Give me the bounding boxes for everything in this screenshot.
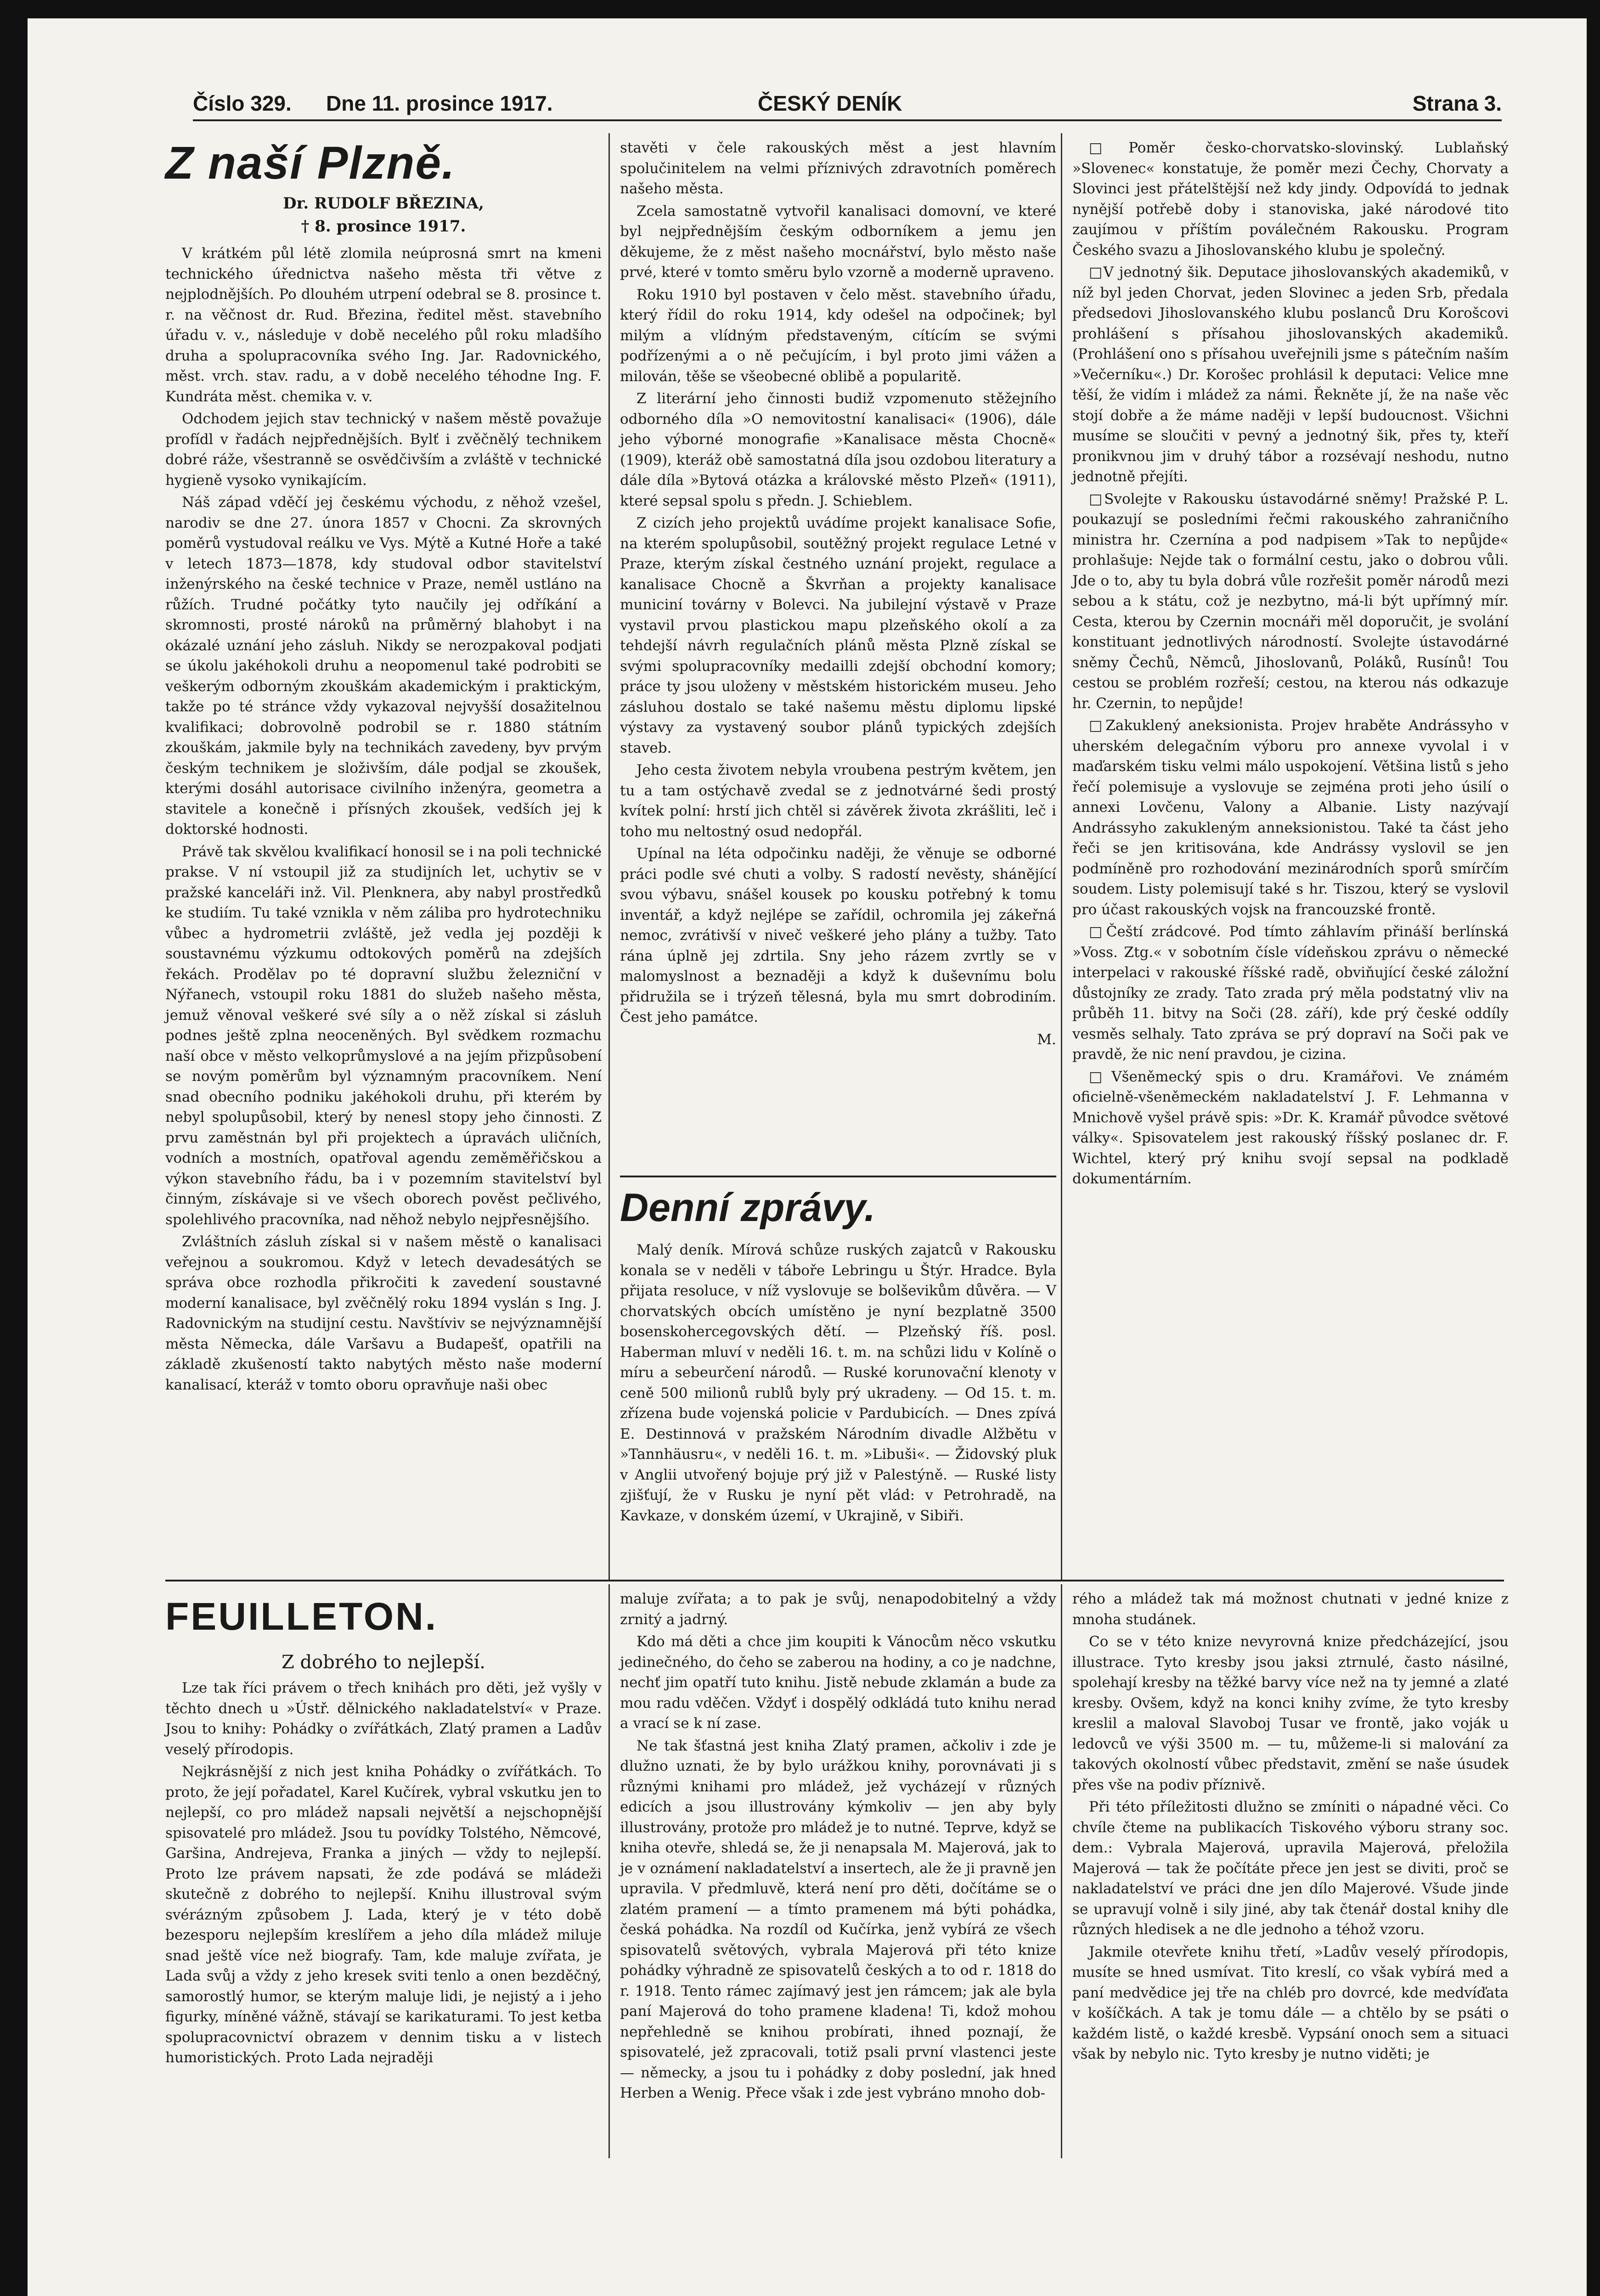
newspaper-page (28, 18, 1587, 2296)
feuilleton-paragraph: Nejkrásnější z nich jest kniha Pohádky o zvířátkách. To proto, že její pořadatel, Karel Kučírek, vybral vskutku jen to nejlepší, co pro mládež napsali největší a nejschopnější spisovatelé pro mládež. Jsou tu povídky Tolstého, Němcové, Garšina, Andrejeva, Franka a jiných — vždy to nejlepší. Proto lze právem napsati, že zde podává se mládeži skutečně z dobrého to nejlepší. Knihu illustroval svým svérázným způsobem J. Lada, který je v této době bezesporu nejlepším kreslířem a jeho díla mládež miluje snad ještě více než biografy. Tam, kde maluje zvířata, je Lada svůj a vždy z jeho kresek sviti tenlo a onen bezděčný, samorostlý humor, se kterým maluje lidi, je nejistý a i jeho figurky, míněné vážně, stávají se karikaturami. To jest ketba spolupracovnictví obrazem v dennim tisku a v listech humoristických. Proto Lada nejraději (165, 1763, 602, 2066)
feuilleton-continued (1072, 1589, 1509, 2066)
page-header (193, 83, 1502, 121)
news-item: □ Svolejte v Rakousku ústavodárné sněmy! Pražské P. L. poukazují se posledními řečmi rakouského zahraničního ministra hr. Czernína a pod nadpisem »Tak to nepůjde« prohlašuje: Nejde tak o formální cestu, jako o dobrou vůli. Jde o to, aby tu byla dobrá vůle rozřešit poměr národů mezi sebou a k státu, což je nezbytno, má-li být upřímný mír. Cesta, kterou by Czernin mocnáři měl doporučit, je svolání konstituant jednotlivých národností. Svolejte ústavodárné sněmy Čechů, Němců, Jihoslovanů, Poláků, Rusínů! Tou cestou se problém rozřeší; cestou, na kterou nás odkazuje hr. Czernin, to nepůjde! (1072, 489, 1509, 714)
obituary-continued (620, 138, 1056, 1052)
news-item: □ V jednotný šik. Deputace jihoslovanských akademiků, v níž byl jeden Chorvat, jeden Slovinec a jeden Srb, předala předsedovi Jihoslovanského klubu poslanců Dru Korošcovi prohlášení s přísahou jihoslovanských akademiků. (Prohlášení ono s přísahou uveřejnili jsme s pátečním naším »Večerníku«.) Dr. Korošec prohlásil k deputaci: Velice mne těší, že vidím i mládež za námi. Řekněte jí, že na naše věc stojí dobře a že máme naději v lepší budoucnost. Všichni musíme se sloučiti v pevný a jednotný šik, přes ty, kteří pronikvnou jim v druhý tábor a rozsévají neshodu, nutno jednotně přejíti. (1072, 262, 1509, 487)
article-paragraph: Jeho cesta životem nebyla vroubena pestrým květem, jen tu a tam ostýchavě zvedal se z jednotvárné šedi prostý kvítek polní: hrstí jich chtěl si závěrek života zkrášliti, leč i toho mu neltostný osud nedopřál. (620, 762, 1056, 840)
news-item: □ Čeští zrádcové. Pod tímto záhlavím přináší berlínská »Voss. Ztg.« v sobotním čísle vídeňskou zprávu o německé interpelaci v rakouské říšské radě, obviňující české záložní důstojníky ze zrady. Tato zrada prý měla podstatný vliv na průběh 11. bitvy na Soči (28. září), kde prý české oddíly vesměs selhaly. Tato zpráva se prý dopraví na Soči pak ve pravdě, že nic není pravdou, je cizina. (1072, 922, 1509, 1065)
article-paragraph: Odchodem jejich stav technický v našem městě považuje profídl v řadách nejpřednějších. Bylť i zvěčnělý technikem dobré ráže, všestranně se osvědčivším a zvláště v technické hygieně vysoko vynikajícím. (165, 411, 602, 489)
section-headline: Z naší Plzně. (165, 137, 456, 189)
column-3 (1072, 138, 1509, 2158)
article-paragraph: Zcela samostatně vytvořil kanalisaci domovní, ve které byl nejpřednějším českým odborníkem a jemu jen děkujeme, že z měst našeho mocnářství, bylo město naše prvé, které v tomto směru bylo vzorně a moderně upraveno. (620, 203, 1056, 281)
feuilleton-paragraph: Lze tak říci právem o třech knihách pro děti, jež vyšly v těchto dnech u »Ústř. dělnického nakladatelství« v Praze. Jsou to knihy: Pohádky o zvířátkách, Zlatý pramen a Ladův veselý přírodopis. (165, 1680, 602, 1758)
article-paragraph: Z literární jeho činnosti budiž vzpomenuto stěžejního odborného díla »O nemovitostní kanalisaci« (1906), dále jeho výborné monografie »Kanalisace města Chocně« (1909), kteráž obě samostatná díla jsou ozdobou literatury a dále díla »Bytová otázka a královské město Plzeň« (1911), které sepsal spolu s předn. J. Schieblem. (620, 390, 1056, 509)
feuilleton-separator (165, 1580, 1504, 1581)
article-paragraph: Z cizích jeho projektů uvádíme projekt kanalisace Sofie, na kterém spolupůsobil, soutěžný projekt regulace Letné v Praze, kterým získal čestného uznání projekt, regulace a kanalisace Chocně a Škvrňan a projekty kanalisace municiní továrny v Bolevci. Na jubilejní výstavě v Praze vystavil prvou plastickou mapu plzeňského okolí a za tehdejší návrh regulačních plánů města Plzně získal se svými spolupracovníky medailli zdejší obchodní komory; práce ty jsou uloženy v městském historickém museu. Jeho zásluhou dostalo se také našemu městu diplomu lipské výstavy za vystavený soubor plánů typických zdejších staveb. (620, 515, 1056, 756)
feuilleton-paragraph: Při této příležitosti dlužno se zmíniti o nápadné věci. Co chvíle čteme na publikacích Tiskového výboru strany soc. dem.: Vybrala Majerová, upravila Majerová, přeložila Majerová — tak že počítáte přece jen jest se diviti, proč se nakladatelství ve práci dne jen dílo Majerové. Všude jinde se upravují volně i sily jiné, aby tak čtenář dostal knihy dle různých hledisek a ne dle jednoho a téhož vzoru. (1072, 1799, 1509, 1938)
article-paragraph: Roku 1910 byl postaven v čelo měst. stavebního úřadu, který řídil do roku 1914, kdy odešel na odpočinek; byl milým a vlídným představeným, cítícím se svými podřízenými a o ně pečujícím, i byl proto jimi vážen a milován, těše se všeobecné oblibě a popularitě. (620, 286, 1056, 385)
feuilleton-paragraph: Ne tak šťastná jest kniha Zlatý pramen, ačkoliv i zde je dlužno uznati, že by bylo urážkou knihy, porovnávati ji s různými knihami pro mládež, jež vycházejí v různých edicích a jsou illustrovány kýmkoliv — jen aby byly illustrovány, protože pro mládež je to nutné. Teprve, když se kniha otevře, shledá se, že ji nenapsala M. Majerová, jak to je v oznámení nakladatelství a insertech, ale že ji pravně jen upravila. V předmluvě, která není pro děti, dočítáme se o zlatém pramení — a tímto pramenem má býti pohádka, česká pohádka. Na rozdíl od Kučírka, jenž vybírá ze všech spisovatelů světových, vybrala Majerová při této knize pohádky výhradně ze spisovatelů českých a to od r. 1818 do r. 1918. Tento rámec zajímavý jest jen rámcem; jak ale byla paní Majerová do toho pramene kladena! Ti, kdož mohou nepřehledně se knihou probírati, ihned poznají, že spisovatelé, jež zpracovali, totiž psali první vlastenci jeste — německy, a jsou tu i pohádky z doby poslední, jak hned Herben a Wenig. Přece však i zde jest vybráno mnoho dob- (620, 1737, 1056, 2101)
feuilleton-heading: FEUILLETON. (165, 1595, 438, 1638)
news-item: □ Zakuklený aneksionista. Projev hraběte Andrássyho v uherském delegačním výboru pro annexe vyvolal i v maďarském tisku velmi málo uspokojení. Většina listů s jeho řečí polemisuje a vyslovuje se zejména proti jeho úsilí o annexi Lovčenu, Valony a Albanie. Listy nazývají Andrássyho zakukleným anneksionistou. Také ta část jeho řeči se jen kritisována, kde Andrássy vyslovil se jen podmíněně pro rozhodování mezinárodních sporů smírčím soudem. Listy polemisují také s hr. Tiszou, který se vyslovil pro účast rakouských vojsk na francouzské frontě. (1072, 715, 1509, 920)
author-signature: M. (1037, 1031, 1056, 1048)
daily-news-heading: Denní zprávy. (620, 1186, 875, 1230)
column-divider (1061, 133, 1062, 1580)
newspaper-title: ČESKÝ DENÍK (758, 91, 902, 115)
feuilleton-paragraph: Jakmile otevřete knihu třetí, »Ladův veselý přírodopis, musíte se hned usmívat. Tito kreslí, co však vybírá med a paní medvědice jej tře na chléb pro dovrcé, kde medvíďata v košíčkách. A tak je tomu dále — a chtělo by se psáti o každém listě, o každé kresbě. Vypsání onoch sem a situaci však by nebylo nic. Tyto kresby je nutno viděti; je (1072, 1943, 1509, 2062)
article-paragraph: V krátkém půl létě zlomila neúprosná smrt na kmeni technického úřednictva našeho města tři větve z nejplodnějších. Po dlouhém utrpení odebral se 8. prosince t. r. na věčnost dr. Rud. Březina, ředitel měst. stavebního úřadu v. v., následuje v době necelého půl roku mladšího druha a spolupracovníka svého Ing. Jar. Radovnického, měst. vrch. stav. radu, a v době necelého téhodne Ing. F. Kundráta měst. chemika v. v. (165, 245, 602, 405)
issue-date: Dne 11. prosince 1917. (326, 91, 553, 115)
feuilleton-paragraph: Kdo má děti a chce jim koupiti k Vánocům něco vskutku jedinečného, do čeho se zaberou na hodiny, a co je nadchne, nechť jim opatří tuto knihu. Jistě nebude zklamán a bude za mou radu vděčen. Vždyť i dospělý odkládá tuto knihu nerad a vrací se k ní zase. (620, 1633, 1056, 1732)
politics-section (1072, 138, 1509, 1191)
news-item: □ Poměr česko-chorvatsko-slovinský. Lublaňský »Slovenec« konstatuje, že poměr mezi Čechy, Chorvaty a Slovinci jest přátelštější než kdy jindy. Odpovídá to jednak nynější potřebě doby i stanoviska, jaké národové tito zaujímou v příštím poválečném Rakousku. Program Českého svazu a Jihoslovanského klubu je společný. (1072, 138, 1509, 260)
column-1 (165, 138, 602, 2158)
daily-news-section (620, 1185, 1056, 1528)
article-paragraph: Zvláštních zásluh získal si v našem městě o kanalisaci veřejnou a soukromou. Když v letech devadesátých se správa obce rozhodla přikročiti k zavedení soustavné moderní kanalisace, byl zvěčnělý roku 1894 vyslán s Ing. J. Radovnickým na studijní cestu. Navštíviv se nejvýznamnější města Německa, dále Varšavu a Budapešť, opatřili na základě zkušeností takto nabytých město naše moderní kanalisací, kteráž v tomto oboru opravňuje naši obec (165, 1233, 602, 1393)
column-divider (608, 1584, 610, 2158)
article-paragraph: Upínal na léta odpočinku naději, že věnuje se odborné práci podle své chuti a volby. S radostí nevěsty, shánějící svou výbavu, snášel kousek po kousku potřebný k tomu inventář, a když nejlépe se zařídil, ochromila jej zákeřná nemoc, zvrátivší v niveč veškeré jeho plány a tužby. Tato rána úplně jej zdrtila. Sny jeho rázem zvrtly se v malomyslnost a beznaději a když k duševnímu bolu přidružila se i trýzeň tělesná, byla mu smrt dobrodiním. Čest jeho památce. (620, 845, 1056, 1025)
issue-number: Číslo 329. (193, 91, 292, 115)
article-paragraph: Náš západ vděčí jej českému východu, z něhož vzešel, narodiv se dne 27. února 1857 v Chocni. Za skrovných poměrů vystudoval reálku ve Vys. Mýtě a Kutné Hoře a také v letech 1873—1878, kdy studoval odbor stavitelství inženýrského na české technice v Praze, neměl ustláno na růžích. Trudné počátky tyto naučily jej odříkání a skromnosti, prosté nároků na průměrný blahobyt i na okázalé uznání jeho zásluh. Nikdy se nerozpakoval podjati se úkolu jakéhokoli druhu a neopomenul také podrobiti se veškerým odborným zkouškám akademickým i praktickým, takže po té stránce vždy vykazoval nejvyšší dosažitelnou kvalifikaci; dobrovolně podrobil se r. 1880 státním zkouškám, jakmile byly na technikách zavedeny, byv prvým českým technikem je složivším, dále podjal se zkoušek, kterými dosáhl autorisace civilního inženýra, geometra a stavitele a konečně i přísných zkoušek, vedších jej k doktorské hodnosti. (165, 494, 602, 838)
article-paragraph: Právě tak skvělou kvalifikací honosil se i na poli technické prakse. V ní vstoupil již za studijních let, uchytiv se v pražské kanceláři inž. Vil. Plenknera, aby nabyl prostředků ke studiím. Tu také vznikla v něm záliba pro hydrotechniku vůbec a hydrometrii zvláště, jež vedla jej později k soustavnému výzkumu odtokových poměrů na zdejších řekách. Prodělav po té dopravní službu železniční v Nýřanech, vstoupil roku 1881 do služeb našeho města, jemuž věnoval veškeré své síly a o něž získal si zásluh podnes ještě zplna neoceněných. Byl svědkem rozmachu naší obce v město velkoprůmyslové a na jejím přizpůsobení se novým poměrům byl významným pracovníkem. Není snad obecního podniku jakéhokoli druhu, při kterém by nebyl spolupůsobil, který by nenesl stopy jeho činnosti. Z prvu zaměstnán byl při projektech a úpravách uličních, vodních a mostních, opatřoval agendu zeměměřičskou a výkon stavebního řádu, ba i v pozemním stavitelství byl činným, získávaje si ve všech oborech pověst pečlivého, spolehlivého pracovníka, nad něhož nebylo nejpřesnějšího. (165, 843, 602, 1228)
plzen-section (165, 138, 602, 1397)
obituary-date: † 8. prosince 1917. (301, 217, 466, 236)
column-divider (1061, 1584, 1062, 2158)
page-number: Strana 3. (1412, 91, 1502, 115)
obituary-name: Dr. RUDOLF BŘEZINA, (283, 194, 484, 213)
feuilleton-paragraph: maluje zvířata; a to pak je svůj, nenapodobitelný a vždy zrnitý a jadrný. (620, 1591, 1056, 1628)
daily-news-rule (620, 1176, 1056, 1177)
article-paragraph: stavěti v čele rakouských měst a jest hlavním spolučinitelem na velmi příznivých zdravotních poměrech našeho města. (620, 140, 1056, 197)
news-item: □ Všeněmecký spis o dru. Kramářovi. Ve známém oficielně-všeněmeckém nakladatelství J. F. Lehmanna v Mnichově vyšel právě spis: »Dr. K. Kramář původce světové války«. Spisovatelem jest rakouský říšský poslanec dr. F. Wichtel, který prý knihu svojí sepsal na podkladě dokumentárním. (1072, 1067, 1509, 1189)
feuilleton-paragraph: Co se v této knize nevyrovná knize předcházející, jsou illustrace. Tyto kresby jsou jaksi ztrnulé, často násilné, spolehají kresby na těžké barvy více než na ty jemné a zlaté kresby. Ovšem, když na konci knihy zvíme, že tyto kresby kreslil a maloval Slavoboj Tusar ve frontě, jako voják u ledovců ve výši 3500 m. — tu, můžeme-li si malování za takových okolností vůbec představit, změní se naše úsudek přes vše na podiv příznivě. (1072, 1633, 1509, 1793)
news-paragraph: Malý deník. Mírová schůze ruských zajatců v Rakousku konala se v neděli v táboře Lebringu u Štýr. Hradce. Byla přijata resoluce, v níž vyslovuje se bolševikům důvěra. — V chorvatských obcích umístěno je nyní bezplatně 3500 bosenskohercegovských dětí. — Plzeňský říš. posl. Haberman mluví v neděli 16. t. m. na schůzi lidu v Kolíně o míru a sebeurčení národů. — Ruské korunovační klenoty v ceně 500 milionů rublů byly prý ukradeny. — Od 15. t. m. zřízena bude vojenská policie v Pardubicích. — Dnes zpívá E. Destinnová v pražském Národním divadle Alžbětu v »Tannhäusru«, v neděli 16. t. m. »Libuši«. — Židovský pluk v Anglii utvořený bojuje prý již v Palestýně. — Ruské listy zjišťují, že v Rusku je nyní pět vlád: v Petrohradě, na Kavkaze, v donském území, v Ukrajině, v Sibiři. (620, 1242, 1056, 1524)
feuilleton-title: Z dobrého to nejlepší. (282, 1652, 485, 1673)
feuilleton-section (165, 1589, 602, 2070)
feuilleton-paragraph: rého a mládež tak má možnost chutnati v jedné knize z mnoha studánek. (1072, 1591, 1509, 1628)
feuilleton-continued (620, 1589, 1056, 2105)
column-divider (608, 133, 610, 1580)
column-2 (620, 138, 1056, 2158)
